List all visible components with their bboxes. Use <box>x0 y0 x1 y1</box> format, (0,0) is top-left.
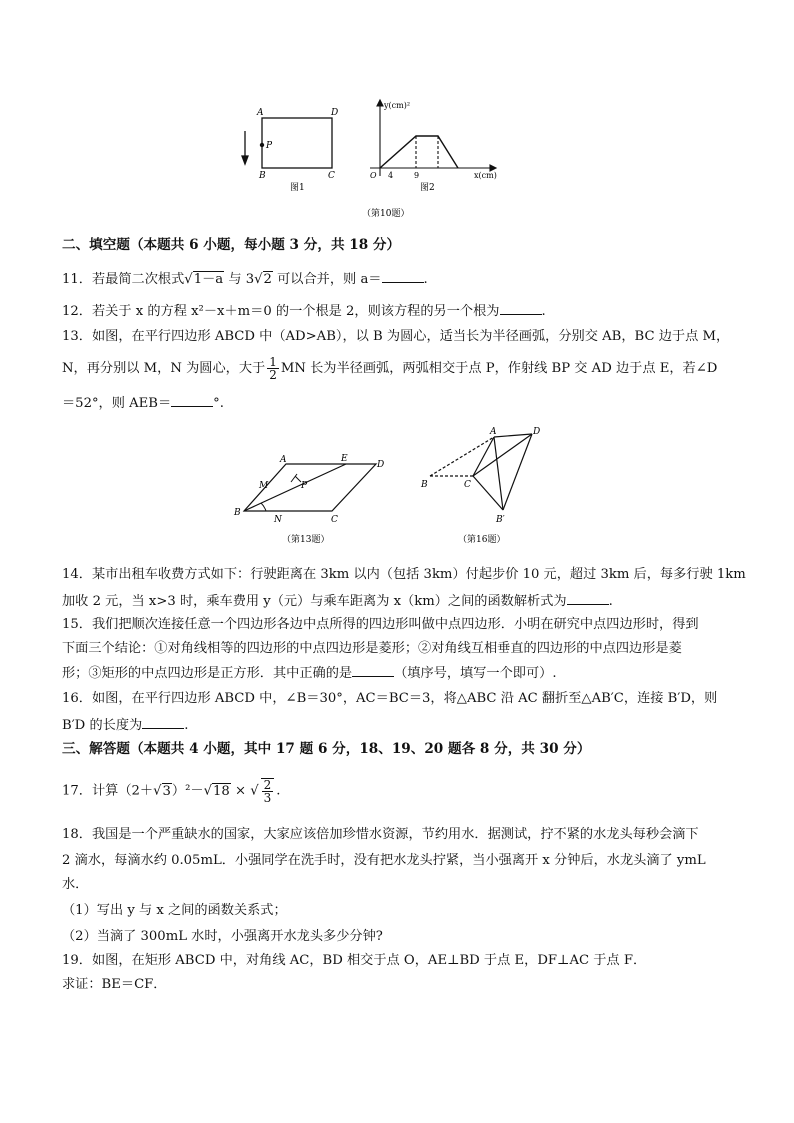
q15-line-1: 15．我们把顺次连接任意一个四边形各边中点所得的四边形叫做中点四边形．小明在研究中点四边形时，得到 <box>62 617 699 632</box>
q15-l3-pre: 形；③矩形的中点四边形是正方形．其中正确的是 <box>62 666 353 681</box>
q16-l2-end: . <box>184 718 189 733</box>
label-p: P <box>301 481 308 491</box>
q18-part-2: （2）当滴了 300mL 水时，小强离开水龙头多少分钟? <box>62 929 383 944</box>
q16-line-1: 16．如图，在平行四边形 ABCD 中，∠B＝30°，AC＝BC＝3，将△ABC 沿 AC 翻折至△AB′C，连接 B′D，则 <box>62 691 718 706</box>
q16-answer-blank[interactable] <box>142 716 184 729</box>
q19-line-2: 求证：BE＝CF． <box>62 977 167 992</box>
q13-l2-pre: N，再分别以 M，N 为圆心，大于 <box>62 361 266 376</box>
q13-answer-blank[interactable] <box>171 394 213 407</box>
q13-line-1: 13．如图，在平行四边形 ABCD 中（AD>AB），以 B 为圆心，适当长为半径画弧，分别交 AB，BC 边于点 M， <box>62 329 730 344</box>
label-e: E <box>341 454 348 464</box>
label-c: C <box>328 171 335 181</box>
q16-l2-pre: B′D 的长度为 <box>62 718 143 733</box>
label-c: C <box>464 480 471 490</box>
q17-radicand-2: 18 <box>212 783 230 799</box>
question-16-figure <box>418 424 558 550</box>
q14-line-2 <box>62 592 613 611</box>
q17-radicand-1: 3 <box>162 783 171 799</box>
q17-mid: ）²－ <box>171 783 204 799</box>
figure-10-caption: （第10题） <box>362 209 410 219</box>
point-p <box>260 143 264 147</box>
q14-l2-end: . <box>608 594 613 609</box>
q13-frac-num: 1 <box>269 355 277 369</box>
q13-l3-end: °. <box>213 396 224 411</box>
q12-text: 12．若关于 x 的方程 x²－x＋m＝0 的一个根是 2，则该方程的另一个根为 <box>62 304 500 319</box>
question-11: 11．若最简二次根式√1－a 与 3√2 可以合并，则 a＝ . <box>62 272 428 287</box>
figure-1-rectangle <box>242 118 332 168</box>
q12-end: . <box>541 304 546 319</box>
label-b: B <box>421 480 428 490</box>
q17-frac-den: 3 <box>263 791 272 805</box>
q15-line-2: 下面三个结论：①对角线相等的四边形的中点四边形是菱形；②对角线互相垂直的四边形的中点四边形是菱 <box>62 641 682 656</box>
label-d: D <box>533 427 541 437</box>
label-d: D <box>331 108 339 118</box>
label-b: B <box>259 171 266 181</box>
label-b: B <box>234 508 241 518</box>
q18-part-1: （1）写出 y 与 x 之间的函数关系式； <box>62 903 287 918</box>
q11-answer-blank[interactable] <box>382 270 424 283</box>
section-3-heading: 三、解答题（本题共 4 小题，其中 17 题 6 分，18、19、20 题各 8 分，共 30 分） <box>62 741 591 757</box>
q15-line-3 <box>62 664 557 683</box>
label-d: D <box>377 460 385 470</box>
q11-post: 可以合并，则 a＝ <box>277 272 382 287</box>
q13-frac-den: 2 <box>269 368 277 382</box>
q11-pre: 11．若最简二次根式 <box>62 272 185 287</box>
tick-4: 4 <box>388 171 394 180</box>
q11-mid: 与 3 <box>228 272 255 287</box>
q14-l2: 加收 2 元，当 x>3 时，乘车费用 y（元）与乘车距离为 x（km）之间的函数解析式为 <box>62 594 567 609</box>
label-a: A <box>490 427 497 437</box>
q15-answer-blank[interactable] <box>352 664 394 677</box>
origin-label: O <box>370 171 377 180</box>
q12-answer-blank[interactable] <box>500 302 542 315</box>
q13-fraction <box>267 356 279 381</box>
q17-end: . <box>276 783 281 799</box>
y-axis-label: y(cm)² <box>384 101 411 110</box>
label-a: A <box>257 108 264 118</box>
q18-line-3: 水． <box>62 877 89 892</box>
q17-pre: 17．计算（2＋ <box>62 783 154 799</box>
tick-9: 9 <box>414 171 420 180</box>
q13-l3: ＝52°，则 AEB＝ <box>62 396 172 411</box>
q17-times: × <box>234 783 247 799</box>
question-12 <box>62 302 546 321</box>
q19-line-1: 19．如图，在矩形 ABCD 中，对角线 AC，BD 相交于点 O，AE⊥BD 于点 E，DF⊥AC 于点 F． <box>62 953 647 968</box>
folded-parallelogram <box>430 434 532 510</box>
label-p: P <box>266 141 273 151</box>
section-2-heading: 二、填空题（本题共 6 小题，每小题 3 分，共 18 分） <box>62 237 401 253</box>
label-m: M <box>259 481 269 491</box>
q13-l2-post: MN 长为半径画弧，两弧相交于点 P，作射线 BP 交 AD 边于点 E，若∠D <box>280 361 718 376</box>
q11-end: . <box>423 272 428 287</box>
figure-1-label: 图1 <box>290 183 305 193</box>
question-13-figure <box>228 426 398 550</box>
q13-line-3 <box>62 394 224 413</box>
figure-13-caption: （第13题） <box>282 535 330 545</box>
q17-frac-num: 2 <box>263 778 272 792</box>
label-c: C <box>331 515 338 525</box>
q18-line-2: 2 滴水，每滴水约 0.05mL．小强同学在洗手时，没有把水龙头拧紧，当小强离开 x 分钟后，水龙头滴了 ymL <box>62 853 706 868</box>
x-axis-label: x(cm) <box>474 171 497 180</box>
q11-radicand-1: 1－a <box>193 272 224 287</box>
q14-answer-blank[interactable] <box>567 592 609 605</box>
label-n: N <box>274 515 282 525</box>
figure-16-caption: （第16题） <box>458 535 506 545</box>
question-17: 17．计算（2＋√3）²－√18 × √ $\frac{2}{3}$ . <box>62 778 281 805</box>
label-a: A <box>280 455 287 465</box>
q17-fraction <box>261 778 275 804</box>
q16-line-2 <box>62 716 188 735</box>
q18-line-1: 18．我国是一个严重缺水的国家，大家应该倍加珍惜水资源，节约用水．据测试，拧不紧的水龙头每秒会滴下 <box>62 827 699 842</box>
figure-2-label: 图2 <box>420 183 435 193</box>
q11-radicand-2: 2 <box>263 272 272 287</box>
label-b-prime: B′ <box>496 515 505 525</box>
q14-line-1: 14．某市出租车收费方式如下：行驶距离在 3km 以内（包括 3km）付起步价 10 元，超过 3km 后，每多行驶 1km <box>62 567 746 582</box>
q15-l3-post: （填序号，填写一个即可）. <box>394 666 557 681</box>
q13-line-2 <box>62 356 717 381</box>
question-10-figure <box>232 98 502 223</box>
figure-2-graph <box>370 100 496 176</box>
